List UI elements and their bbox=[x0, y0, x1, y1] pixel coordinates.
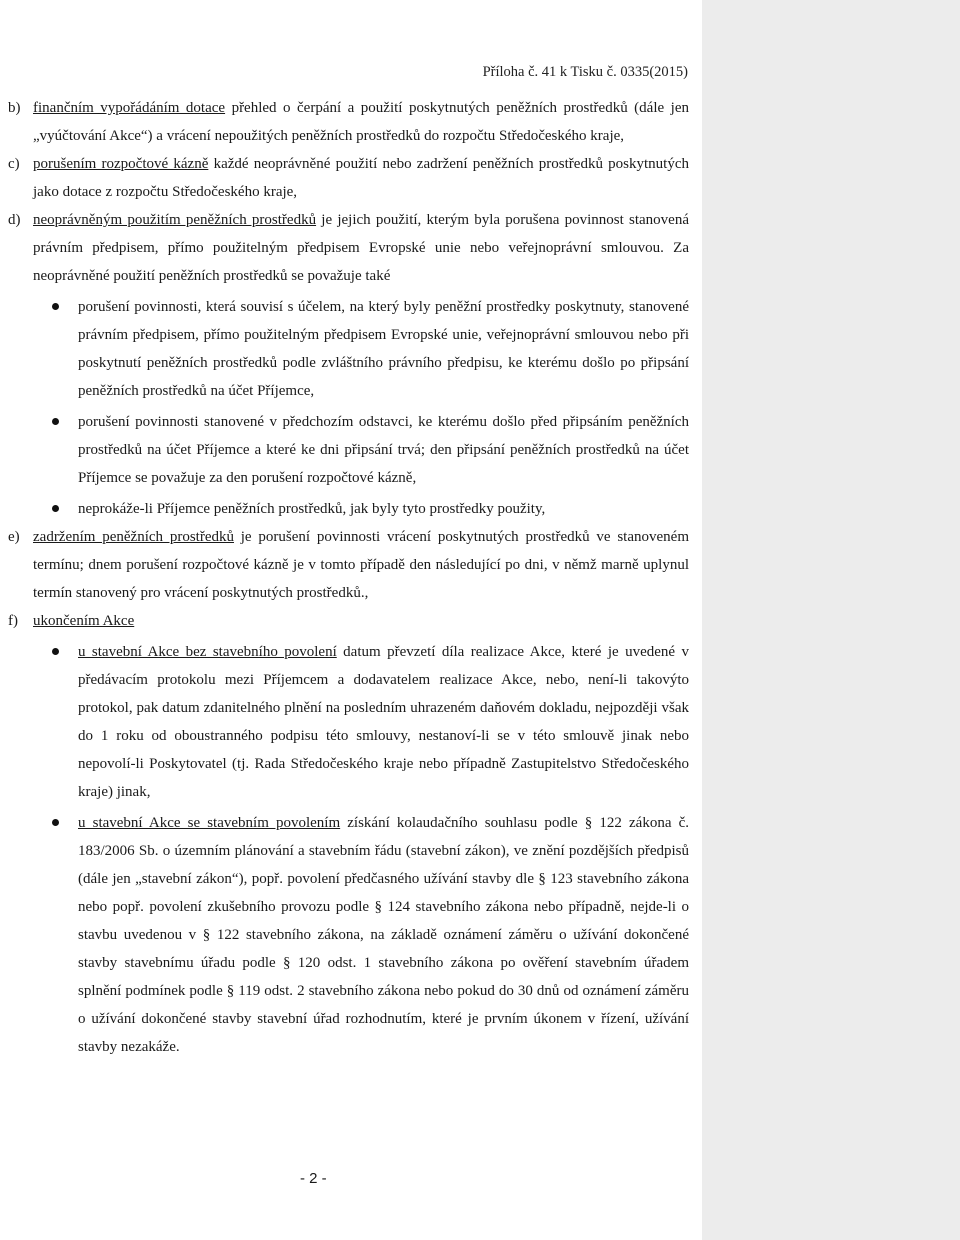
term: finančním vypořádáním dotace bbox=[33, 100, 226, 116]
list-item bbox=[33, 638, 689, 806]
term: ukončením Akce bbox=[33, 613, 135, 629]
page-number: - 2 - bbox=[300, 1170, 327, 1187]
definitions-list bbox=[8, 94, 689, 1061]
comment-margin-panel bbox=[702, 0, 960, 1240]
list-item-text: datum převzetí díla realizace Akce, které je uvedené v předávacím protokolu mezi Příjemcem a dodavatelem realizace Akce, nebo, není-li takovýto protokol, pak datum zdanitelného plnění na posledním uhrazeném daňovém dokladu, nejpozději však do 1 roku od oboustranného podpisu této smlouvy, nestanoví-li se v této smlouvě jinak nebo nepovolí-li Poskytovatel (tj. Rada Středočeského kraje nebo případně Zastupitelstvo Středočeského kraje) jinak, bbox=[78, 644, 689, 800]
list-item-text: porušení povinnosti stanovené v předchozím odstavci, ke kterému došlo před připsáním peněžních prostředků na účet Příjemce a které ke dni připsání trvá; den připsání peněžních prostředků na účet Příjemce se považuje za den porušení rozpočtové kázně, bbox=[78, 414, 689, 486]
list-item-text: neprokáže-li Příjemce peněžních prostředků, jak byly tyto prostředky použity, bbox=[78, 501, 546, 517]
definition-f bbox=[8, 607, 689, 1061]
bullet-icon bbox=[52, 819, 59, 826]
definition-text: je jejich použití, kterým byla porušena povinnost stanovená právním předpisem, přímo použitelným předpisem Evropské unie nebo veřejnoprávní smlouvou. Za neoprávněné použití peněžních prostředků se považuje také bbox=[33, 212, 689, 284]
term: u stavební Akce se stavebním povolením bbox=[78, 815, 341, 831]
list-item bbox=[33, 408, 689, 492]
bullet-icon bbox=[52, 418, 59, 425]
item-label: b) bbox=[8, 100, 21, 116]
list-item-text: porušení povinnosti, která souvisí s účelem, na který byly peněžní prostředky poskytnuty, stanovené právním předpisem, přímo použitelným předpisem Evropské unie, veřejnoprávní smlouvou nebo při poskytnutí peněžních prostředků podle zvláštního právního předpisu, ke kterému došlo po připsání peněžních prostředků na účet Příjemce, bbox=[78, 299, 689, 399]
item-label: e) bbox=[8, 529, 20, 545]
definition-text: každé neoprávněné použití nebo zadržení peněžních prostředků poskytnutých jako dotace z rozpočtu Středočeského kraje, bbox=[33, 156, 690, 200]
definition-text: přehled o čerpání a použití poskytnutých peněžních prostředků (dále jen „vyúčtování Akce“) a vrácení nepoužitých peněžních prostředků do rozpočtu Středočeského kraje, bbox=[33, 100, 689, 144]
bullet-icon bbox=[52, 505, 59, 512]
item-label: d) bbox=[8, 212, 21, 228]
list-item bbox=[33, 293, 689, 405]
definition-b bbox=[8, 94, 689, 150]
list-item bbox=[33, 809, 689, 1061]
term: zadržením peněžních prostředků bbox=[33, 529, 234, 545]
list-item-text: získání kolaudačního souhlasu podle § 122 zákona č. 183/2006 Sb. o územním plánování a stavebním řádu (stavební zákon), ve znění pozdějších předpisů (dále jen „stavební zákon“), popř. povolení předčasného užívání stavby dle § 123 stavebního zákona nebo popř. povolení zkušebního provozu podle § 124 stavebního zákona nebo případně, nejde-li o stavbu uvedenou v § 122 stavebního zákona, na základě oznámení záměru o užívání dokončené stavby stavebnímu úřadu podle § 120 odst. 1 stavebního zákona po ověření stavebním úřadem splnění podmínek podle § 119 odst. 2 stavebního zákona nebo pokud do 30 dnů od oznámení záměru o užívání dokončené stavby stavební úřad rozhodnutím, které je prvním úkonem v řízení, užívání stavby nezakáže. bbox=[78, 815, 689, 1055]
term: neoprávněným použitím peněžních prostředků bbox=[33, 212, 317, 228]
bullet-icon bbox=[52, 648, 59, 655]
definition-e bbox=[8, 523, 689, 607]
term: u stavební Akce bez stavebního povolení bbox=[78, 644, 337, 660]
definition-c bbox=[8, 150, 689, 206]
item-label: c) bbox=[8, 156, 20, 172]
list-item bbox=[33, 495, 689, 523]
definition-d bbox=[8, 206, 689, 523]
item-label: f) bbox=[8, 613, 18, 629]
definition-text: je porušení povinnosti vrácení poskytnutých prostředků ve stanoveném termínu; dnem porušení rozpočtové kázně je v tomto případě den následující po dni, v němž marně uplynul termín stanovený pro vrácení poskytnutých prostředků., bbox=[33, 529, 689, 601]
term: porušením rozpočtové kázně bbox=[33, 156, 209, 172]
attachment-header: Příloha č. 41 k Tisku č. 0335(2015) bbox=[482, 64, 688, 80]
bullet-icon bbox=[52, 303, 59, 310]
